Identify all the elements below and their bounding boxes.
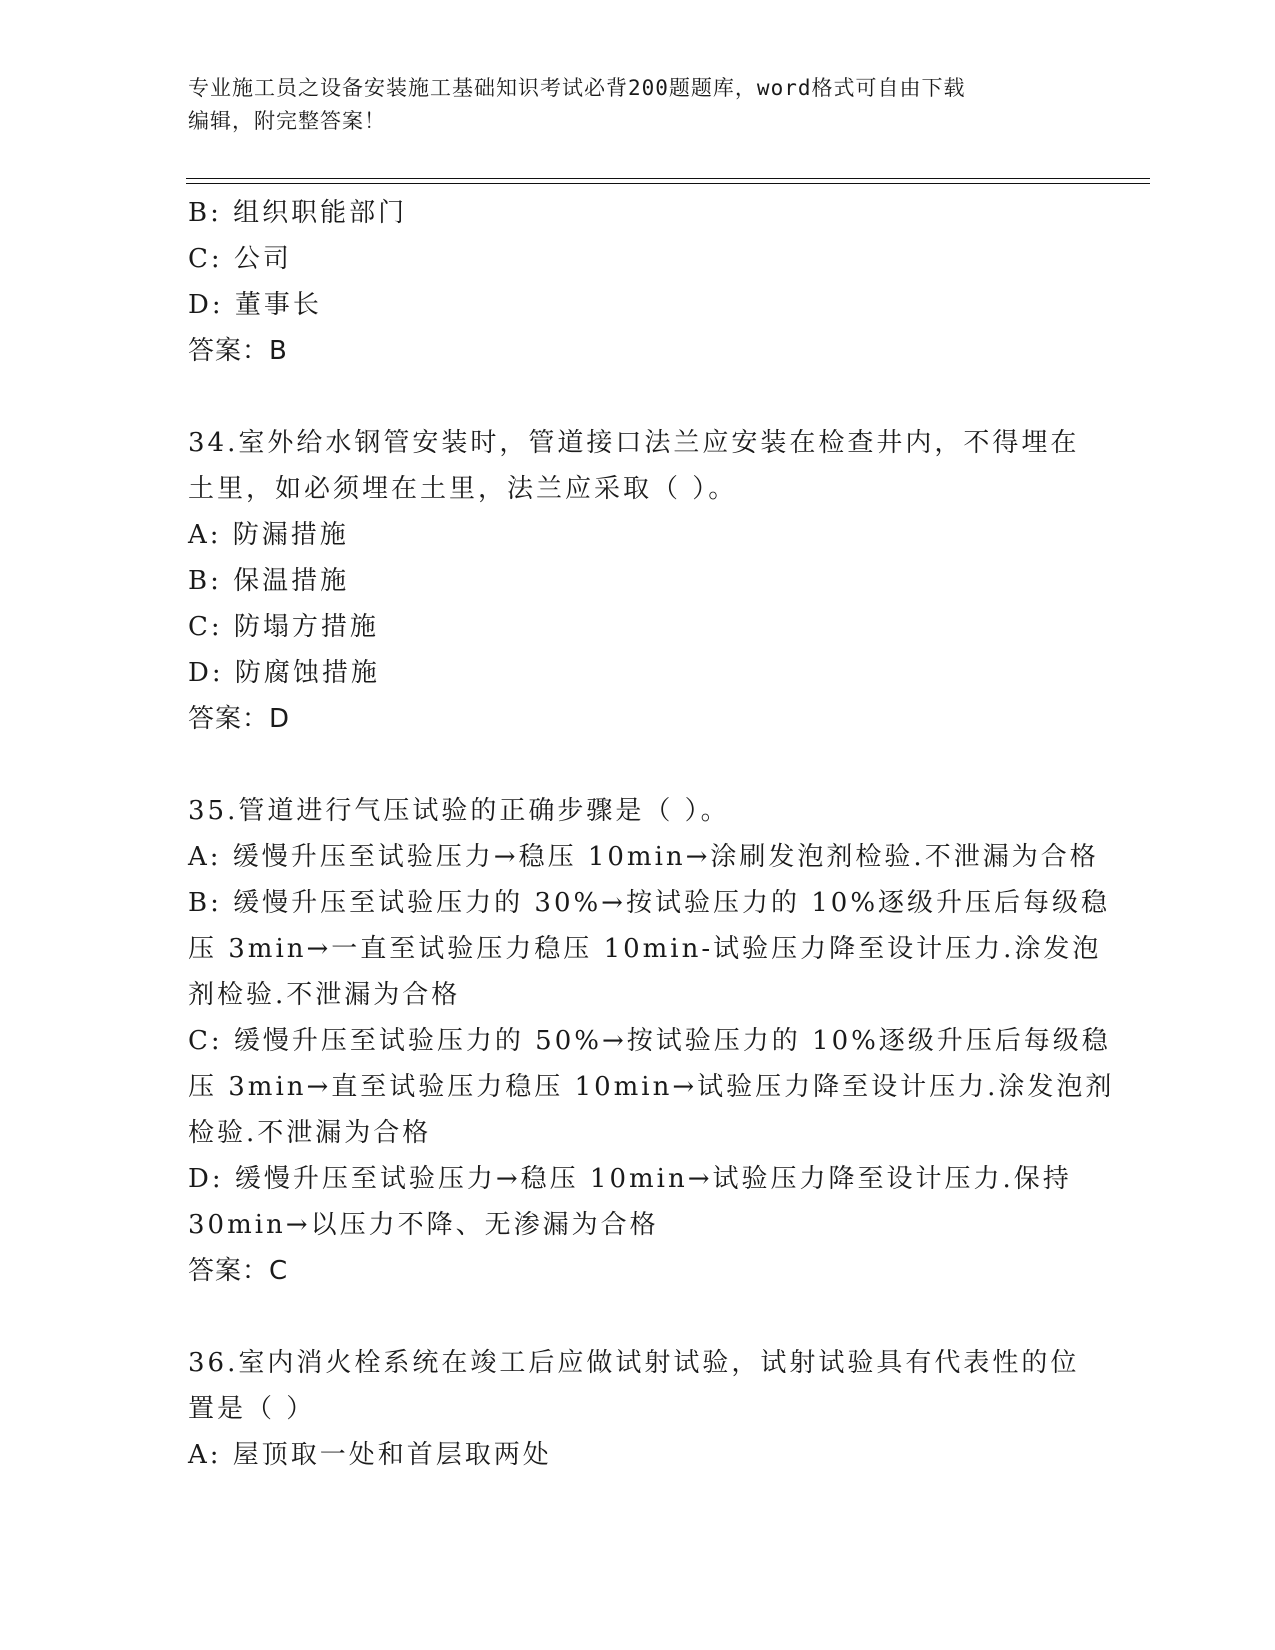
document-body: [188, 190, 1115, 1478]
option-a: A: 缓慢升压至试验压力→稳压 10min→涂刷发泡剂检验.不泄漏为合格: [188, 842, 1099, 872]
question-stem: 35.管道进行气压试验的正确步骤是（ ）。: [188, 796, 730, 826]
option-b-cont: 剂检验.不泄漏为合格: [188, 980, 461, 1010]
page-header: [188, 72, 1068, 138]
option-c-cont: 检验.不泄漏为合格: [188, 1118, 432, 1148]
spacer: [188, 374, 1088, 420]
option-b: B: 组织职能部门: [188, 198, 408, 228]
option-c-cont: 压 3min→直至试验压力稳压 10min→试验压力降至设计压力.涂发泡剂: [188, 1072, 1115, 1102]
answer: 答案：C: [188, 1256, 289, 1286]
header-line-2: 编辑，附完整答案！: [188, 109, 386, 133]
option-b: B: 缓慢升压至试验压力的 30%→按试验压力的 10%逐级升压后每级稳: [188, 888, 1111, 918]
header-rule-top: [186, 178, 1150, 179]
spacer: [188, 742, 1088, 788]
question-stem: 36.室内消火栓系统在竣工后应做试射试验，试射试验具有代表性的位: [188, 1348, 1080, 1378]
option-b: B: 保温措施: [188, 566, 350, 596]
option-c: C: 公司: [188, 244, 292, 274]
option-d: D: 董事长: [188, 290, 322, 320]
question-stem: 置是（ ）: [188, 1394, 316, 1424]
option-a: A: 屋顶取一处和首层取两处: [188, 1440, 552, 1470]
question-stem: 土里，如必须埋在土里，法兰应采取（ ）。: [188, 474, 738, 504]
spacer: [188, 1294, 1088, 1340]
option-c: C: 防塌方措施: [188, 612, 379, 642]
option-d-cont: 30min→以压力不降、无渗漏为合格: [188, 1210, 659, 1240]
header-line-1: 专业施工员之设备安装施工基础知识考试必背200题题库，word格式可自由下载: [188, 76, 966, 100]
option-b-cont: 压 3min→一直至试验压力稳压 10min-试验压力降至设计压力.涂发泡: [188, 934, 1102, 964]
question-block-prev: [188, 190, 1088, 374]
header-rule-bottom: [186, 183, 1150, 184]
question-36: [188, 1340, 1088, 1478]
question-34: [188, 420, 1088, 742]
option-d: D: 防腐蚀措施: [188, 658, 380, 688]
question-stem: 34.室外给水钢管安装时，管道接口法兰应安装在检查井内，不得埋在: [188, 428, 1080, 458]
answer: 答案：B: [188, 336, 288, 366]
option-c: C: 缓慢升压至试验压力的 50%→按试验压力的 10%逐级升压后每级稳: [188, 1026, 1111, 1056]
question-35: [188, 788, 1115, 1294]
answer: 答案：D: [188, 704, 291, 734]
option-d: D: 缓慢升压至试验压力→稳压 10min→试验压力降至设计压力.保持: [188, 1164, 1072, 1194]
option-a: A: 防漏措施: [188, 520, 349, 550]
